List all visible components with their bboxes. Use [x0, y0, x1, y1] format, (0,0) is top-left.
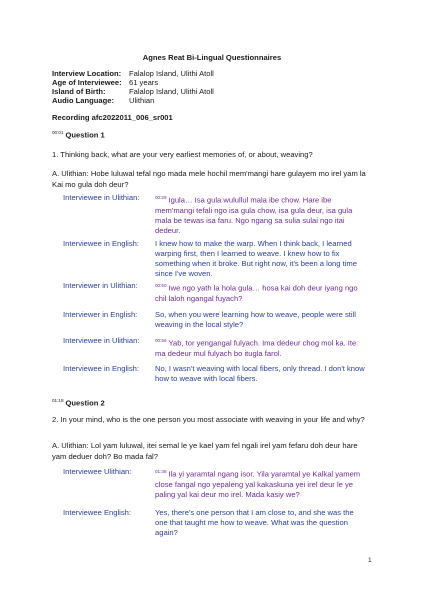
response-text [155, 193, 367, 236]
q2-interviewee-ulithian [63, 467, 367, 500]
speaker-label: Interviewee in English: [63, 239, 139, 248]
meta-label: Interview Location: [52, 69, 122, 78]
timestamp: 00:56 [155, 338, 167, 343]
question-2-text: 2. In your mind, who is the one person you most associate with weaving in your life and why? [52, 415, 365, 424]
meta-row-birth [52, 87, 214, 96]
q1-interviewee-ulithian-2 [63, 336, 367, 359]
question-1-heading [52, 130, 105, 140]
speaker-label: Interviewer in English: [63, 310, 138, 319]
timestamp: 01:38 [155, 469, 167, 474]
timestamp: 00:50 [155, 283, 167, 288]
page-number: 1 [368, 557, 372, 564]
response-body: Iwe ngo yath la hola gula… hosa kai doh deur iyang ngo chil laloh ngangal fuyach? [155, 283, 358, 303]
speaker-label: Interviewee Ulithian: [63, 467, 132, 476]
q2-interviewee-english [63, 508, 367, 538]
document-title: Agnes Reat Bi-Lingual Questionnaires [142, 53, 282, 62]
recording-heading: Recording afc2022011_006_sr001 [52, 113, 173, 122]
question-1-ulithian-prompt: A. Ulithian: Hobe luluwal tefal ngo mada mele hochil mem'mangi hare gulayem mo irel yam la Kai mo gula doh deur? [52, 169, 366, 189]
timestamp: 00:01 [52, 130, 64, 135]
speaker-label: Interviewee English: [63, 508, 131, 517]
q1-interviewee-english [63, 239, 367, 279]
meta-label: Audio Language: [52, 96, 115, 105]
meta-value: Ulithian [129, 96, 155, 105]
meta-row-location [52, 69, 214, 78]
meta-label: Island of Birth: [52, 87, 106, 96]
response-text [155, 467, 367, 500]
question-label: Question 2 [65, 398, 105, 408]
q1-interviewee-english-2 [63, 364, 367, 384]
question-label: Question 1 [65, 130, 105, 140]
response-text [155, 281, 367, 304]
speaker-label: Interviewee in Ulithian: [63, 193, 140, 202]
timestamp: 00:29 [155, 195, 167, 200]
question-1-text: 1. Thinking back, what are your very earliest memories of, or about, weaving? [52, 150, 313, 159]
meta-label: Age of Interviewee: [52, 78, 122, 87]
response-body: No, I wasn't weaving with local fibers, only thread. I don't know how to weave with local fibers. [155, 364, 365, 383]
q1-interviewee-ulithian [63, 193, 367, 236]
response-body: Ila yi yaramtal ngang isor. Yila yaramtal ye Kalkal yamem close fangal ngo yepaleng yal kakaskuna yei irel deur le ye paling yal kai deur mo irel. Mada kasiy we? [155, 469, 361, 499]
speaker-label: Interviewer in Ulithian: [63, 281, 138, 290]
response-text [155, 336, 367, 359]
q1-interviewer-ulithian [63, 281, 367, 304]
response-body: I knew how to make the warp. When I think back, I learned warping first, then I learned to weave. I knew how to fix something when it broke. But right now, it's been a long time since I've woven. [155, 239, 357, 278]
timestamp: 01:18 [52, 398, 64, 403]
response-body: Yes, there's one person that I am close to, and she was the one that taught me how to weave. What was the question again? [155, 508, 354, 537]
response-body: So, when you were learning how to weave, people were still weaving in the local style? [155, 310, 356, 329]
q1-interviewer-english [63, 310, 367, 330]
speaker-label: Interviewee in Ulithian: [63, 336, 140, 345]
speaker-label: Interviewee in English: [63, 364, 139, 373]
response-body: Igula… Isa gula wulullul mala ibe chow. Hare ibe mem'mangi tefali ngo isa gula chow, isa gula deur, isa gula mala be tewas isa faru. Ngo ngang sa sulia sulai ngo itai dedeur. [155, 195, 353, 235]
meta-row-language [52, 96, 214, 105]
meta-value: Falalop Island, Ulithi Atoll [129, 87, 214, 96]
interview-metadata [52, 69, 214, 105]
meta-value: 61 years [129, 78, 159, 87]
question-2-heading [52, 398, 105, 408]
meta-row-age [52, 78, 214, 87]
question-2-ulithian-prompt: A. Ulithian: Lol yam luluwal, itei semal le ye kael yam fel ngali irel yam fefaru doh deur hare yam deduer doh? Bo mada fal? [52, 441, 358, 461]
meta-value: Falalop Island, Ulithi Atoll [129, 69, 214, 78]
response-body: Yab, tor yengangal fulyach. Ima dedeur chog mol ka. Ite ma dedeur mul fulyach bo itugla farol. [155, 338, 357, 358]
